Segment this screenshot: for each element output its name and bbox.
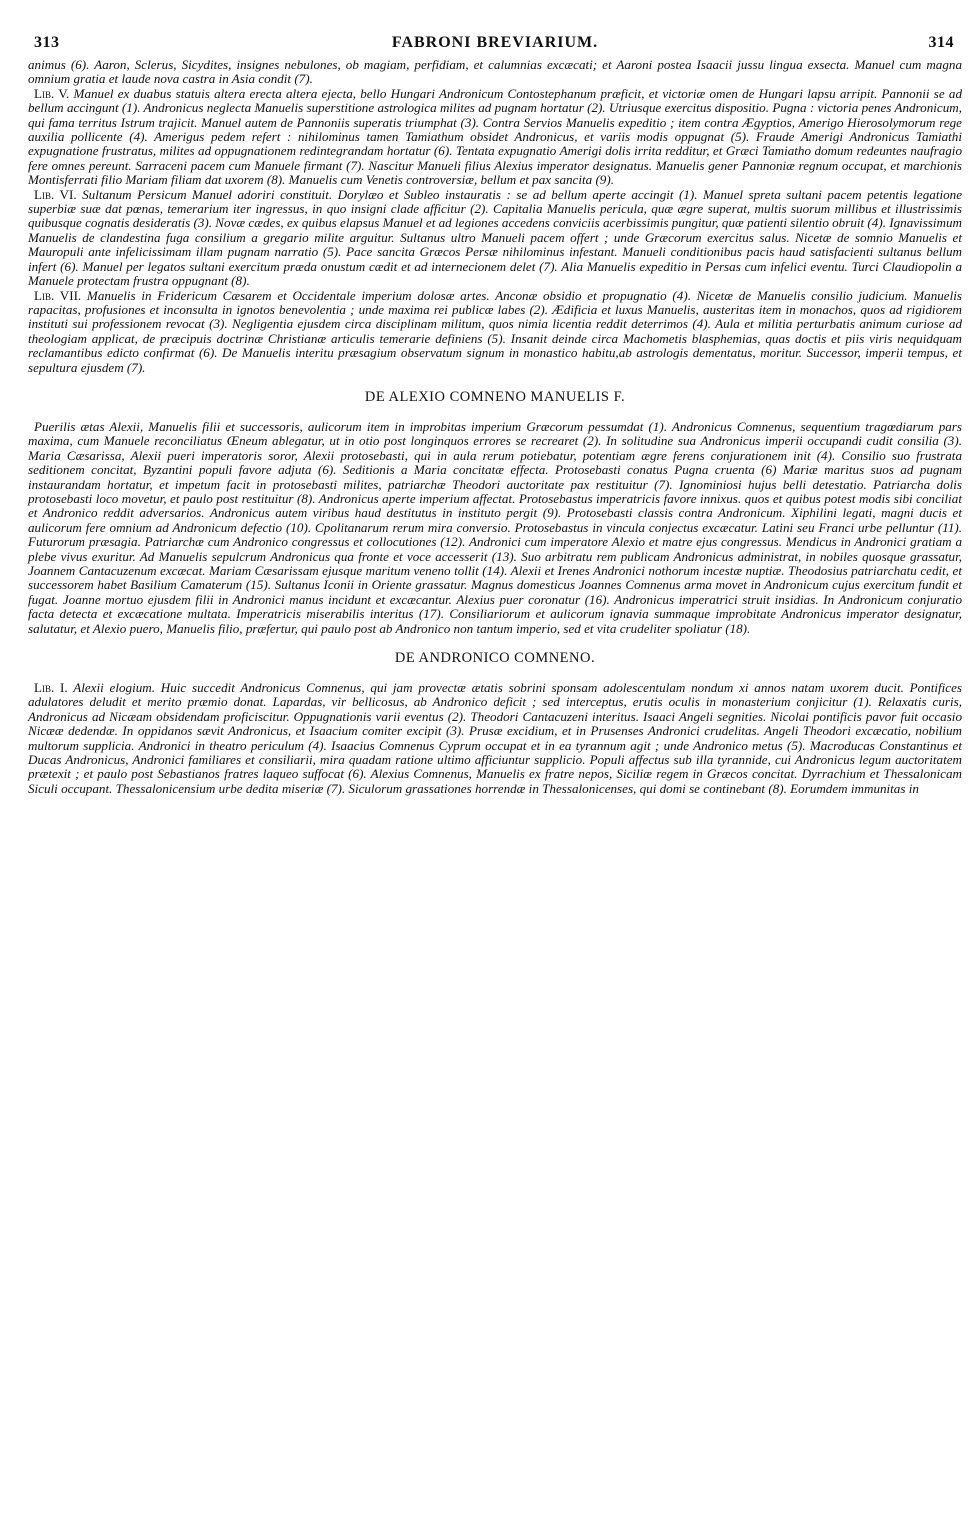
section-title-andronico: DE ANDRONICO COMNENO. bbox=[394, 650, 596, 667]
paragraph-continuation: animus (6). Aaron, Sclerus, Sicydites, insignes nebulones, ob magiam, perfidiam, et calumnias excæcati; et Aaroni postea Isaacii jussu lingua exsecta. Manuel cum magna omnium gratia et laude nova castra in Asia condit (7). bbox=[28, 57, 962, 87]
paragraph-text: Sultanum Persicum Manuel adoriri constituit. Dorylæo et Subleo instauratis : se ad bellum aperte accingit (1). Manuel spreta sultani pacem petentis legatione superbiæ suæ dat pœnas, temerarium iter ingressus, in quo insigni clade afficitur (2). Capitalia Manuelis pericula, quæ ægre superat, multis suorum millibus et illustrissimis quibusque cognatis desideratis (3). Novæ cædes, ex quibus elapsus Manuel et ad legiones accedens conviciis acerbissimis pungitur, quæ patienti silentio obruit (4). Ignavissimum Manuelis de clandestina fuga consilium a gregario milite arguitur. Sultanus ultro Manueli pacem offert ; unde Græcorum exercitus salus. Nicetæ de somnio Manuelis et Mauropuli ante infelicissimam illam pugnam narratio (5). Pace sancita Græcos Persæ nihilominus infestant. Manueli conditionibus pacis haud satisfacienti sultanus bellum infert (6). Manuel per legatos sultani exercitum præda onustum cædit et ad internecionem delet (7). Alia Manuelis expeditio in Persas cum infelici eventu. Turci Claudiopolin a Manuele protectam frustra oppugnant (8). bbox=[28, 186, 963, 289]
page-header bbox=[28, 34, 962, 56]
manuel-summary-block bbox=[28, 58, 962, 375]
alexio-summary-block bbox=[28, 420, 962, 636]
running-title: FABRONI BREVIARIUM. bbox=[391, 34, 599, 51]
section-title-alexio: DE ALEXIO COMNENO MANUELIS F. bbox=[364, 388, 626, 405]
book-label: Lib. VI. bbox=[34, 186, 77, 202]
andronico-summary-block bbox=[28, 681, 962, 796]
page-number-left: 313 bbox=[34, 34, 60, 51]
document-page bbox=[28, 34, 962, 796]
paragraph-text: Manuelis in Fridericum Cæsarem et Occidentale imperium dolosæ artes. Anconæ obsidio et propugnatio (4). Nicetæ de Manuelis consilio judicium. Manuelis rapacitas, profusiones et inconsulta in ignotos benevolentia ; unde maxima rei publicæ labes (2). Ædificia et luxus Manuelis, austeritas item in monachos, quos ad rigidiorem instituti sui professionem revocat (3). Negligentia ejusdem circa disciplinam militum, quos nimia licentia reddit deterrimos (4). Aula et militia perturbatis animum curiose ad theologiam applicat, de præcipuis doctrinæ Christianæ articulis temerarie definiens (5). Insanit deinde circa Machometis blasphemias, quas doctis et piis viris nequidquam reclamantibus edicto confirmat (6). De Manuelis interitu præsagium observatum signum in monastico habitu,ab astrologis dementatus, moritur. Successor, imperii tempus, et sepultura ejusdem (7). bbox=[28, 287, 962, 375]
page-number-right: 314 bbox=[928, 34, 954, 51]
book-label: Lib. VII. bbox=[34, 287, 82, 303]
paragraph-lib-6 bbox=[28, 188, 962, 289]
book-label: Lib. I. bbox=[34, 680, 68, 696]
paragraph-text: Alexii elogium. Huic succedit Andronicus Comnenus, qui jam provectæ ætatis sobrini sponsam adolescentulam nondum xi annos natam uxorem ducit. Pontifices adulatores deludit et merito præmio donat. Lapardas, vir bellicosus, ab Andronico deficit ; sed interceptus, erutis oculis in monasterium conjicitur (1). Relaxatis curis, Andronicus ad Nicæam obsidendam proficiscitur. Oppugnationis varii eventus (2). Theodori Cantacuzeni interitus. Isaaci Angeli segnities. Nicolai pontificis pavor fuit occasio Nicææ dedendæ. In oppidanos sævit Andronicus, et Isaacium comiter excipit (3). Prusæ excidium, et in Prusenses Andronici crudelitas. Angeli Theodori excæcatio, nobilium multorum supplicia. Andronici in theatro periculum (4). Isaacius Comnenus Cyprum occupat et in ea tyrannum agit ; unde Andronico metus (5). Macroducas Constantinus et Ducas Andronicus, Andronici familiares et consiliarii, mira quadam ratione ultimo afficiuntur supplicio. Populi affectus sub illa tyrannide, cui Andronicus legum auctoritatem prætexit ; et paulo post Sebastianos fratres laqueo suffocat (6). Alexius Comnenus, Manuelis ex fratre nepos, Siciliæ regem in Græcos concitat. Dyrrachium et Thessalonicam Siculi occupant. Thessalonicensium urbe dedita miseriæ (7). Siculorum grassationes horrendæ in Thessalonicenses, qui domi se continebant (8). Eorumdem immunitas in bbox=[28, 680, 962, 796]
book-label: Lib. V. bbox=[34, 85, 70, 101]
paragraph-text: Manuel ex duabus statuis altera erecta altera ejecta, bello Hungari Andronicum Contostephanum præficit, et victoriæ omen de Hungari lapsu arripit. Pannonii se ad bellum accingunt (1). Andronicus neglecta Manuelis superstitione astrologica milites ad pugnam hortatur (2). Utriusque exercitus dispositio. Pugna : victoria penes Andronicum, qui fama territus Istrum trajicit. Manuel autem de Pannoniis superatis triumphat (3). Contra Servios Manuelis expeditio ; item contra Ægyptios, Amerigo Hierosolymorum rege auxilia pollicente (4). Amerigus pedem refert : nihilominus tamen Tamiathum obsidet Andronicus, et variis modis oppugnat (5). Fraude Amerigi Andronicus Tamiathi expugnatione frustratus, milites ad oppugnationem redintegrandam hortatur (6). Tentata expugnatio Amerigi dolis irrita redditur, et Græci Tamiatho domum redeuntes naufragio fere omnes pereunt. Sarraceni pacem cum Manuele firmant (7). Nascitur Manueli filius Alexius imperator designatus. Manuelis gener Pannoniæ regnum occupat, et marchionis Montisferrati filio Mariam filiam dat uxorem (8). Manuelis cum Venetis controversiæ, bellum et pax sancita (9). bbox=[28, 85, 962, 188]
paragraph-lib-7 bbox=[28, 289, 962, 375]
paragraph-lib-5 bbox=[28, 87, 962, 188]
paragraph-andronico-lib-1 bbox=[28, 681, 962, 796]
paragraph-alexio: Puerilis ætas Alexii, Manuelis filii et successoris, aulicorum item in improbitas imperium Græcorum pessumdat (1). Andronicus Comnenus, sequentium tragœdiarum pars maxima, cum Manuele reconciliatus Œneum ablegatur, ut in otio post longinquos errores se recrearet (2). In solitudine sua Andronicus imperii occupandi cudit consilia (3). Maria Cæsarissa, Alexii pueri imperatoris soror, Alexii protosebasti, qui in aula rerum potiebatur, potentiam ægre ferens conjurationem init (4). Consilio suo frustrata seditionem concitat, Byzantini populi favore adjuta (6). Seditionis a Maria concitatæ effecta. Protosebasti conatus Pugna cruenta (6) Mariæ maritus suos ad pugnam instaurandam hortatur, et impetum facit in protosebasti milites, patriarchæ Theodori auctoritate pax restituitur (7). Ignominiosi hujus belli detestatio. Patriarcha dolis protosebasti loco movetur, et paulo post restituitur (8). Andronicus aperte imperium affectat. Protosebastus imperatricis favore innixus. quos et quibus potest modis sibi conciliat et Andronico reddit adversarios. Andronicus autem viribus haud destitutus in instituto pergit (9). Protosebasti classis contra Andronicum. Xiphilini legati, magni ducis et aulicorum fere omnium ad Andronicum defectio (10). Cpolitanarum rerum mira conversio. Protosebastus in vincula conjectus excæcatur. Latini seu Franci urbe pelluntur (11). Futurorum præsagia. Patriarchæ cum Andronico congressus et collocutiones (12). Andronici cum imperatore Alexio et matre ejus congressus. Mendicus in Andronici gratiam a plebe vivus exuritur. Ad Manuelis sepulcrum Andronicus qua fronte et voce accesserit (13). Suo arbitratu rem publicam Andronicus administrat, in nobiles quosque grassatur, Joannem Cantacuzenum excæcat. Mariam Cæsarissam ejusque maritum veneno tollit (14). Alexii et Irenes Andronici nothorum incestæ nuptiæ. Theodosius patriarchatu cedit, et successorem habet Basilium Camaterum (15). Sultanus Iconii in Oriente grassatur. Magnus domesticus Joannes Comnenus arma movet in Andronicum cujus exercitum fundit et fugat. Joanne mortuo ejusdem filii in Andronici manus incidunt et excæcantur. Alexius puer coronatur (16). Andronicus imperatrici struit insidias. In Andronicum conjuratio facta detecta et excæcatione multata. Imperatricis miserabilis interitus (17). Consiliariorum et aulicorum ignavia summaque improbitate Andronicus imperator designatur, salutatur, et Alexio puero, Manuelis filio, præfertur, qui paulo post ab Andronico non tantum imperio, sed et vita crudeliter spoliatur (18). bbox=[28, 418, 962, 636]
